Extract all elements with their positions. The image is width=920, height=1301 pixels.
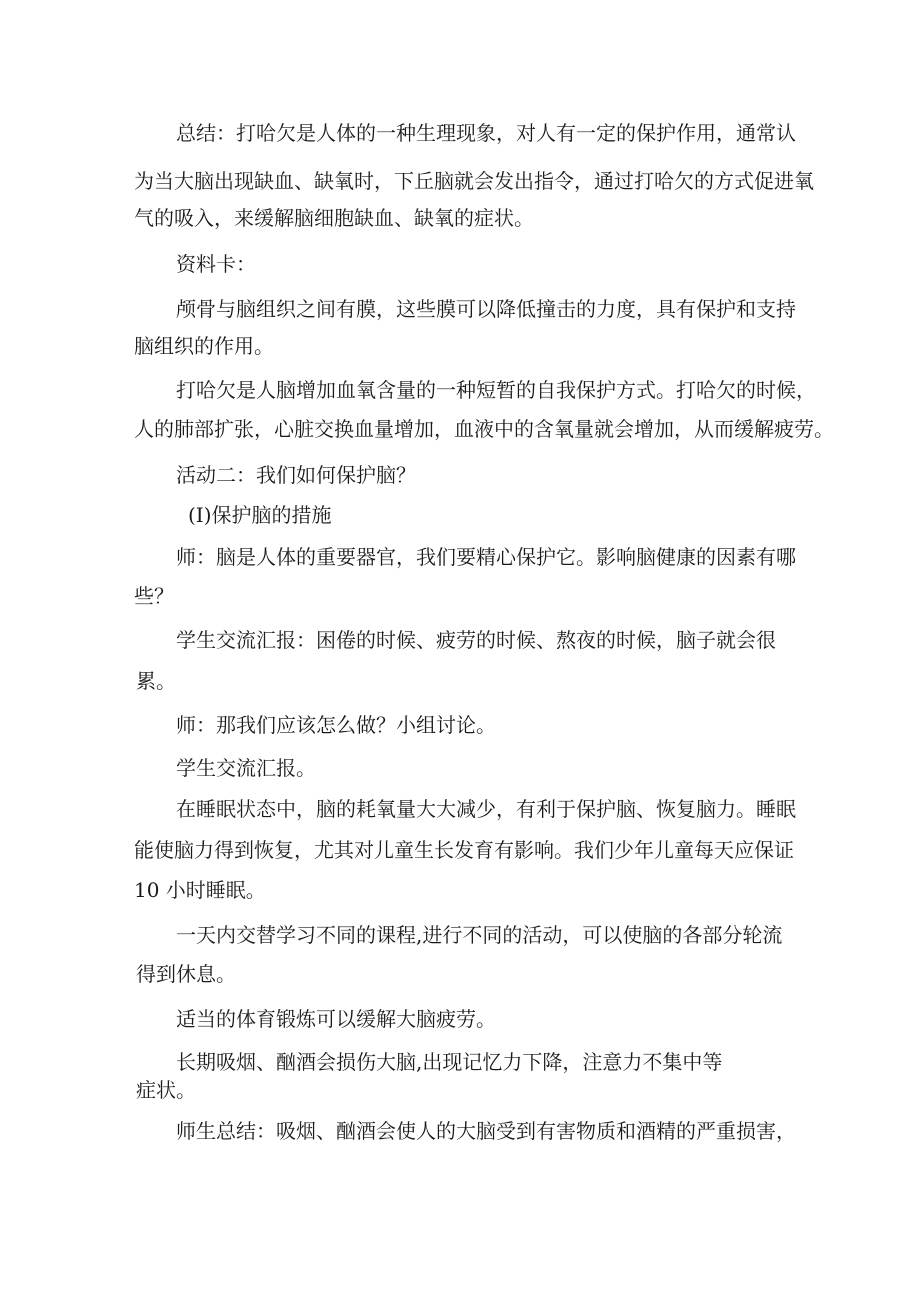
sleep-line-2: 能使脑力得到恢复，尤其对儿童生长发育有影响。我们少年儿童每天应保证 [134,838,794,862]
student-report-heading: 学生交流汇报。 [176,756,316,780]
info-card-line-4: 人的肺部扩张，心脏交换血量增加，血液中的含氧量就会增加，从而缓解疲劳。 [134,417,834,441]
teacher-line-1: 师：脑是人体的重要器官，我们要精心保护它。影响脑健康的因素有哪 [176,545,796,569]
activity-two-heading: 活动二：我们如何保护脑？ [176,463,416,487]
teacher-question-line: 师：那我们应该怎么做？小组讨论。 [176,713,496,737]
info-card-line-2: 脑组织的作用。 [134,334,274,358]
summary-line-3: 气的吸入，来缓解脑细胞缺血、缺氧的症状。 [134,206,534,230]
alternate-study-line-2: 得到休息。 [136,962,236,986]
teacher-student-summary-line: 师生总结：吸烟、酗酒会使人的大脑受到有害物质和酒精的严重损害， [176,1119,796,1143]
teacher-line-2: 些？ [134,584,174,608]
smoking-line-2: 症状。 [136,1078,196,1102]
section-heading-measures: (I)保护脑的措施 [188,503,332,527]
student-report-line-2: 累。 [136,669,176,693]
info-card-line-1: 颅骨与脑组织之间有膜，这些膜可以降低撞击的力度，具有保护和支持 [176,297,796,321]
summary-line-2: 为当大脑出现缺血、缺氧时，下丘脑就会发出指令，通过打哈欠的方式促进氧 [134,169,814,193]
exercise-line: 适当的体育锻炼可以缓解大脑疲劳。 [176,1007,496,1031]
info-card-line-3: 打哈欠是人脑增加血氧含量的一种短暂的自我保护方式。打哈欠的时候， [176,378,816,402]
alternate-study-line-1: 一天内交替学习不同的课程,进行不同的活动，可以使脑的各部分轮流 [176,923,783,947]
sleep-line-1: 在睡眠状态中，脑的耗氧量大大减少，有利于保护脑、恢复脑力。睡眠 [176,797,796,821]
summary-line-1: 总结：打哈欠是人体的一种生理现象，对人有一定的保护作用，通常认 [176,121,796,145]
student-report-line-1: 学生交流汇报：困倦的时候、疲劳的时候、熬夜的时候，脑子就会很 [176,628,776,652]
sleep-line-3: 10 小时睡眠。 [134,878,266,902]
smoking-line-1: 长期吸烟、酗酒会损伤大脑,出现记忆力下降，注意力不集中等 [176,1050,723,1074]
info-card-heading: 资料卡： [176,252,256,276]
